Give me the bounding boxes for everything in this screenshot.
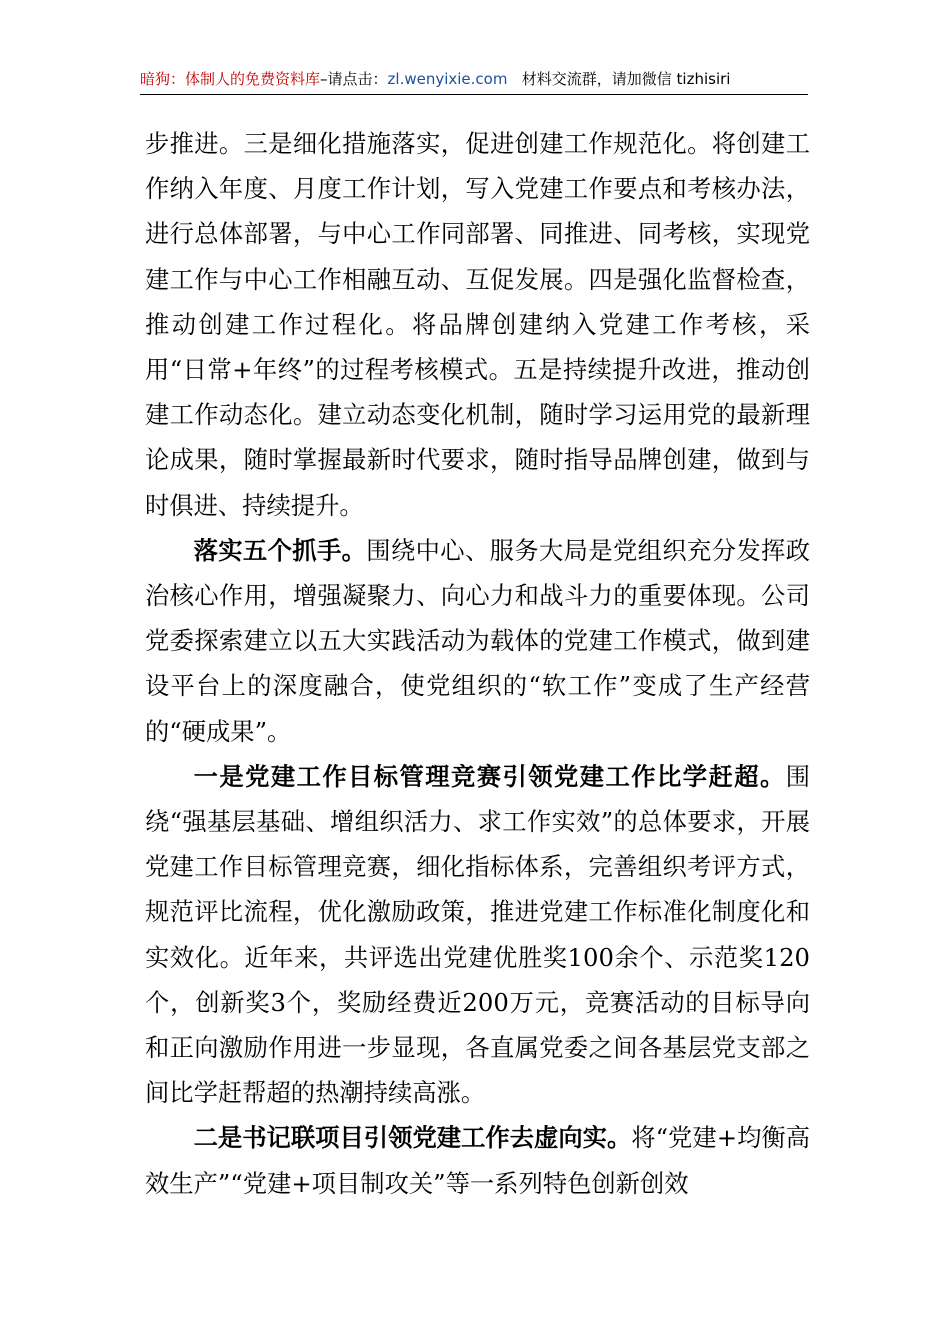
header-brand: 暗狗：体制人的免费资料库 (140, 70, 321, 88)
paragraph-heading: 落实五个抓手。 (193, 535, 367, 565)
document-body (145, 121, 810, 1206)
header-divider (140, 94, 808, 95)
paragraph-secretary-projects (145, 1115, 810, 1205)
paragraph-continuation (145, 121, 810, 528)
header-separator: –请点击： (320, 70, 388, 88)
paragraph-competition (145, 754, 810, 1116)
header-contact: 材料交流群，请加微信 tizhisiri (521, 70, 731, 88)
paragraph-heading: 二是书记联项目引领党建工作去虚向实。 (193, 1123, 632, 1153)
paragraph-heading: 一是党建工作目标管理竞赛引领党建工作比学赶超。 (193, 761, 786, 791)
paragraph-text: 围绕“强基层基础、增组织活力、求工作实效”的总体要求，开展党建工作目标管理竞赛，细化指标体系，完善组织考评方式，规范评比流程，优化激励政策，推进党建工作标准化制度化和实效化。近年来，共评选出党建优胜奖100余个、示范奖120个，创新奖3个，奖励经费近200万元，竞赛活动的目标导向和正向激励作用进一步显现，各直属党委之间各基层党支部之间比学赶帮超的热潮持续高涨。 (145, 761, 810, 1108)
paragraph-five-measures (145, 528, 810, 754)
paragraph-text: 步推进。三是细化措施落实，促进创建工作规范化。将创建工作纳入年度、月度工作计划，写入党建工作要点和考核办法，进行总体部署，与中心工作同部署、同推进、同考核，实现党建工作与中心工作相融互动、互促发展。四是强化监督检查，推动创建工作过程化。将品牌创建纳入党建工作考核，采用“日常+年终”的过程考核模式。五是持续提升改进，推动创建工作动态化。建立动态变化机制，随时学习运用党的最新理论成果，随时掌握最新时代要求，随时指导品牌创建，做到与时俱进、持续提升。 (145, 129, 810, 520)
paragraph-text: 围绕中心、服务大局是党组织充分发挥政治核心作用，增强凝聚力、向心力和战斗力的重要体现。公司党委探索建立以五大实践活动为载体的党建工作模式，做到建设平台上的深度融合，使党组织的“软工作”变成了生产经营的“硬成果”。 (145, 535, 811, 746)
header-url-link[interactable]: zl.wenyixie.com (387, 70, 508, 88)
page-header (140, 68, 808, 90)
paragraph-text: 将“党建+均衡高效生产”“党建+项目制攻关”等一系列特色创新创效 (145, 1123, 810, 1198)
